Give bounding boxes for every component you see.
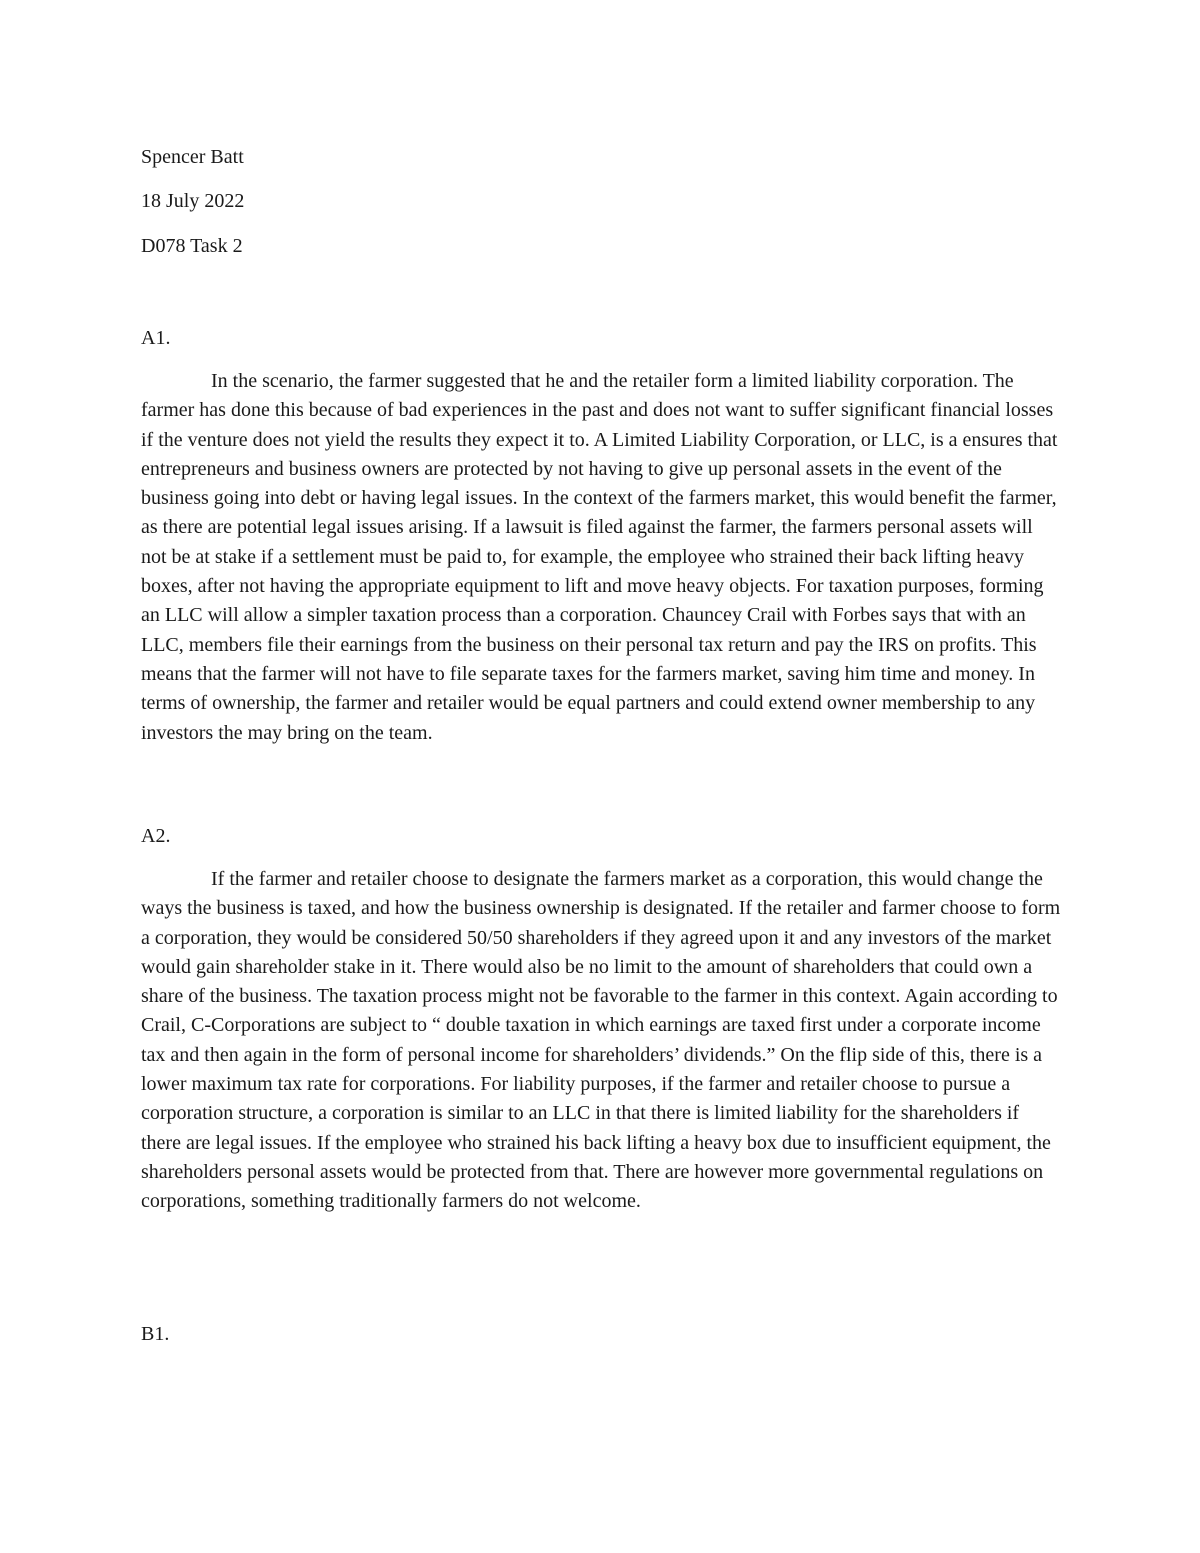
course-task-title: D078 Task 2 [141, 235, 243, 257]
section-heading-a1: A1. [141, 327, 171, 349]
section-heading-a2: A2. [141, 825, 171, 847]
section-heading-b1: B1. [141, 1323, 170, 1345]
document-date: 18 July 2022 [141, 190, 245, 212]
author-name: Spencer Batt [141, 146, 244, 168]
section-paragraph-a2: If the farmer and retailer choose to designate the farmers market as a corporation, this would change the ways the business is taxed, and how the business ownership is designated. If the retailer and farmer choose to form a corporation, they would be considered 50/50 shareholders if they agreed upon it and any investors of the market would gain shareholder stake in it. There would also be no limit to the amount of shareholders that could own a share of the business. The taxation process might not be favorable to the farmer in this context. Again according to Crail, C-Corporations are subject to “ double taxation in which earnings are taxed first under a corporate income tax and then again in the form of personal income for shareholders’ dividends.” On the flip side of this, there is a lower maximum tax rate for corporations. For liability purposes, if the farmer and retailer choose to pursue a corporation structure, a corporation is similar to an LLC in that there is limited liability for the shareholders if there are legal issues. If the employee who strained his back lifting a heavy box due to insufficient equipment, the shareholders personal assets would be protected from that. There are however more governmental regulations on corporations, something traditionally farmers do not welcome. [141, 868, 1061, 1213]
section-paragraph-a1: In the scenario, the farmer suggested that he and the retailer form a limited liability corporation. The farmer has done this because of bad experiences in the past and does not want to suffer significant financial losses if the venture does not yield the results they expect it to. A Limited Liability Corporation, or LLC, is a ensures that entrepreneurs and business owners are protected by not having to give up personal assets in the event of the business going into debt or having legal issues. In the context of the farmers market, this would benefit the farmer, as there are potential legal issues arising. If a lawsuit is filed against the farmer, the farmers personal assets will not be at stake if a settlement must be paid to, for example, the employee who strained their back lifting heavy boxes, after not having the appropriate equipment to lift and move heavy objects. For taxation purposes, forming an LLC will allow a simpler taxation process than a corporation. Chauncey Crail with Forbes says that with an LLC, members file their earnings from the business on their personal tax return and pay the IRS on profits. This means that the farmer will not have to file separate taxes for the farmers market, saving him time and money. In terms of ownership, the farmer and retailer would be equal partners and could extend owner membership to any investors the may bring on the team. [141, 370, 1058, 744]
